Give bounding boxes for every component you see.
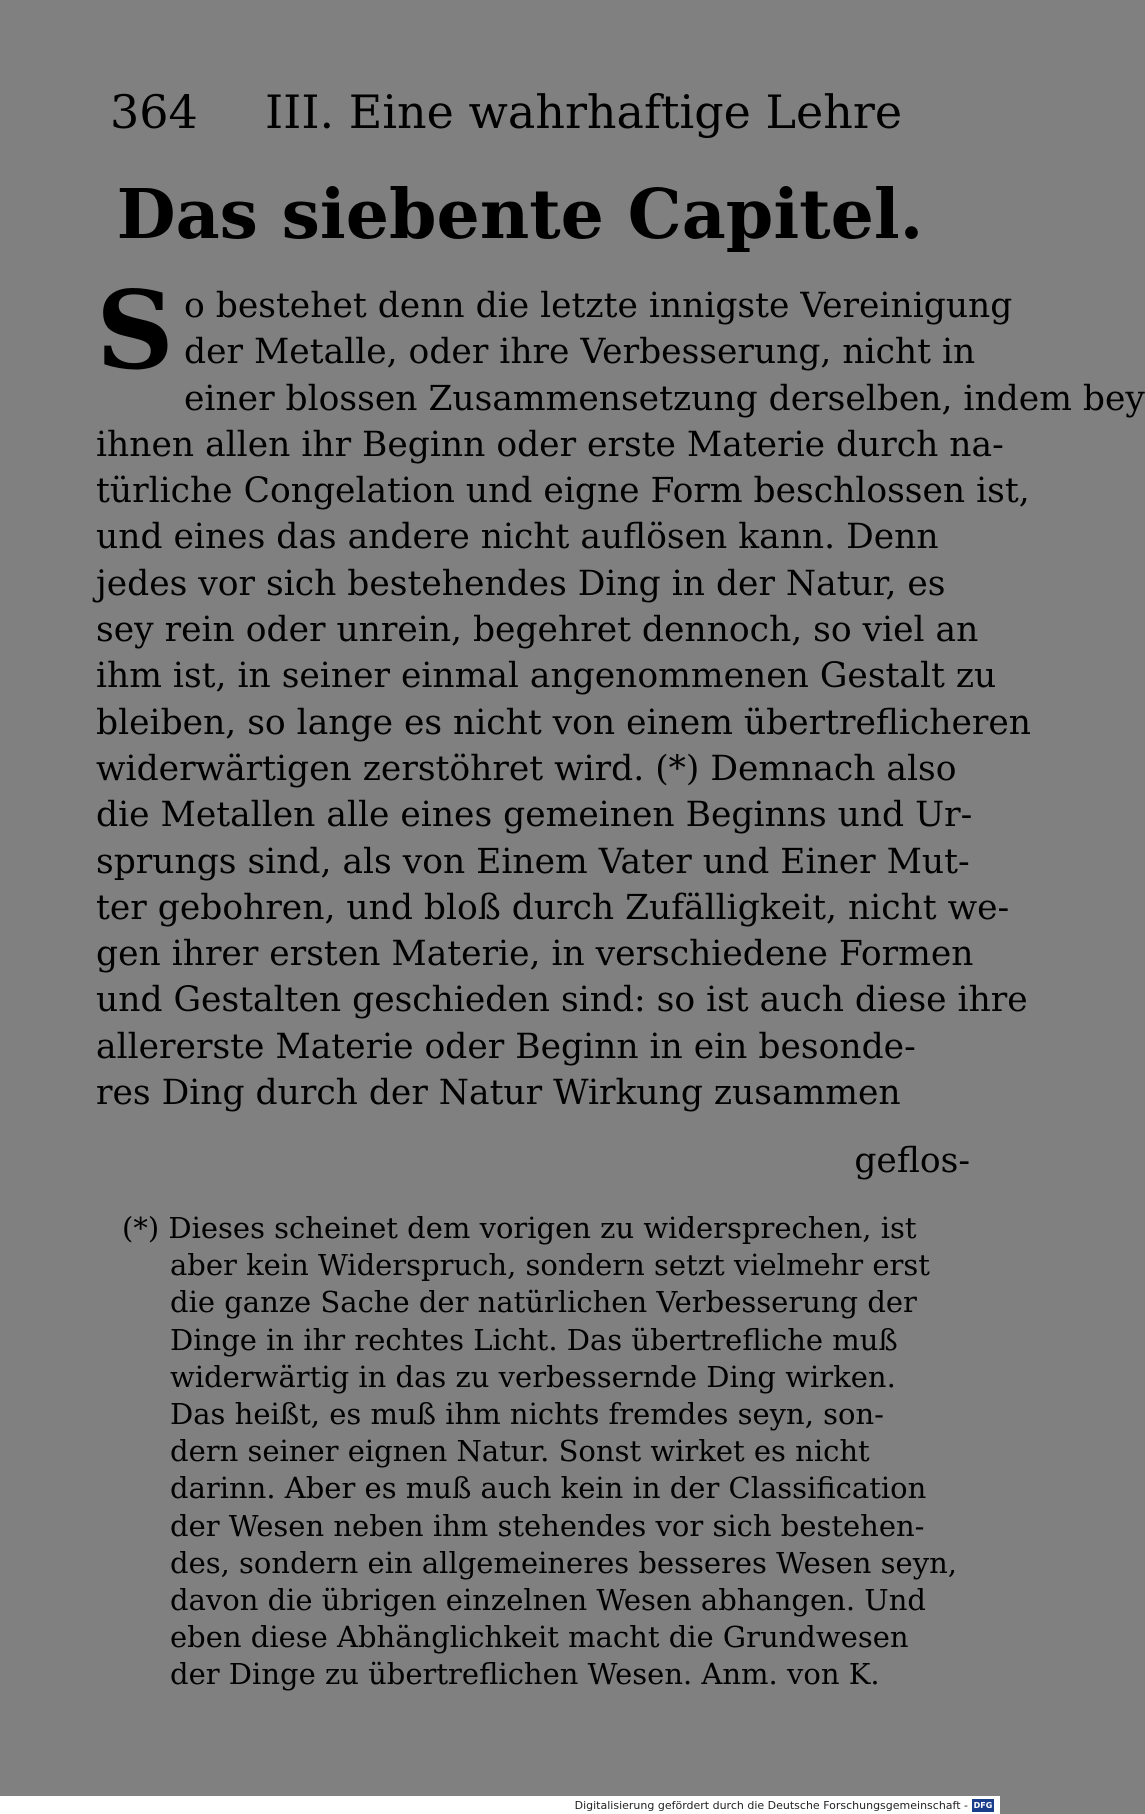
text-line: einer blossen Zusammensetzung derselben, indem bey [184,378,1145,419]
drop-cap: S [96,268,174,394]
footnote-line: dern seiner eignen Natur. Sonst wirket es nicht [170,1434,870,1469]
footnote-line: eben diese Abhänglichkeit macht die Grundwesen [170,1620,909,1655]
text-line: ter gebohren, und bloß durch Zufälligkeit, nicht we- [96,887,1010,928]
footnote-line: widerwärtig in das zu verbessernde Ding wirken. [170,1359,896,1394]
text-line: sprungs sind, als von Einem Vater und Einer Mut- [96,841,970,882]
running-head [110,82,903,142]
text-line: der Metalle, oder ihre Verbesserung, nicht in [184,332,976,373]
text-line: widerwärtigen zerstöhret wird. (*) Demnach also [96,748,957,789]
text-line: bleiben, so lange es nicht von einem übertreflicheren [96,702,1032,743]
footnote-line: davon die übrigen einzelnen Wesen abhangen. Und [170,1582,926,1617]
text-line: jedes vor sich bestehendes Ding in der Natur, es [96,563,946,604]
digitization-credit: Digitalisierung gefördert durch die Deutsche Forschungsgemeinschaft - [574,1799,968,1812]
text-line: res Ding durch der Natur Wirkung zusammen [96,1073,901,1114]
text-line: türliche Congelation und eigne Form beschlossen ist, [96,471,1030,512]
text-line: und eines das andere nicht auflösen kann. Denn [96,517,939,558]
catchword: geflos- [854,1141,970,1181]
text-line: allererste Materie oder Beginn in ein besonde- [96,1026,916,1067]
chapter-title: Das siebente Capitel. [116,175,924,255]
footnote-line: aber kein Widerspruch, sondern setzt vielmehr erst [170,1248,930,1283]
text-line: ihm ist, in seiner einmal angenommenen Gestalt zu [96,656,997,697]
dfg-logo-icon: DFG [973,1801,993,1810]
footnote-line: Dinge in ihr rechtes Licht. Das übertrefliche muß [170,1322,898,1357]
footnote-line: die ganze Sache der natürlichen Verbesserung der [170,1285,917,1320]
footnote-line: (*) Dieses scheinet dem vorigen zu widersprechen, ist [122,1211,917,1245]
footnote-line: der Dinge zu übertreflichen Wesen. Anm. von K. [170,1657,880,1692]
footnote-line: Das heißt, es muß ihm nichts fremdes seyn, son- [170,1396,884,1431]
footnote [122,1210,972,1693]
footnote-line: der Wesen neben ihm stehendes vor sich bestehen- [170,1508,925,1543]
footnote-line: des, sondern ein allgemeineres besseres Wesen seyn, [170,1545,957,1580]
running-head-title: III. Eine wahrhaftige Lehre [265,85,903,139]
text-line: und Gestalten geschieden sind: so ist auch diese ihre [96,980,1028,1021]
page-number: 364 [110,85,198,139]
footnote-line: darinn. Aber es muß auch kein in der Classification [170,1471,927,1506]
text-line: o bestehet denn die letzte innigste Vereinigung [184,286,1013,326]
text-line: gen ihrer ersten Materie, in verschiedene Formen [96,934,974,975]
text-line: die Metallen alle eines gemeinen Beginns und Ur- [96,795,973,836]
text-line: sey rein oder unrein, begehret dennoch, so viel an [96,610,979,651]
text-line: ihnen allen ihr Beginn oder erste Materie durch na- [96,424,1004,465]
main-text [96,268,1145,1116]
